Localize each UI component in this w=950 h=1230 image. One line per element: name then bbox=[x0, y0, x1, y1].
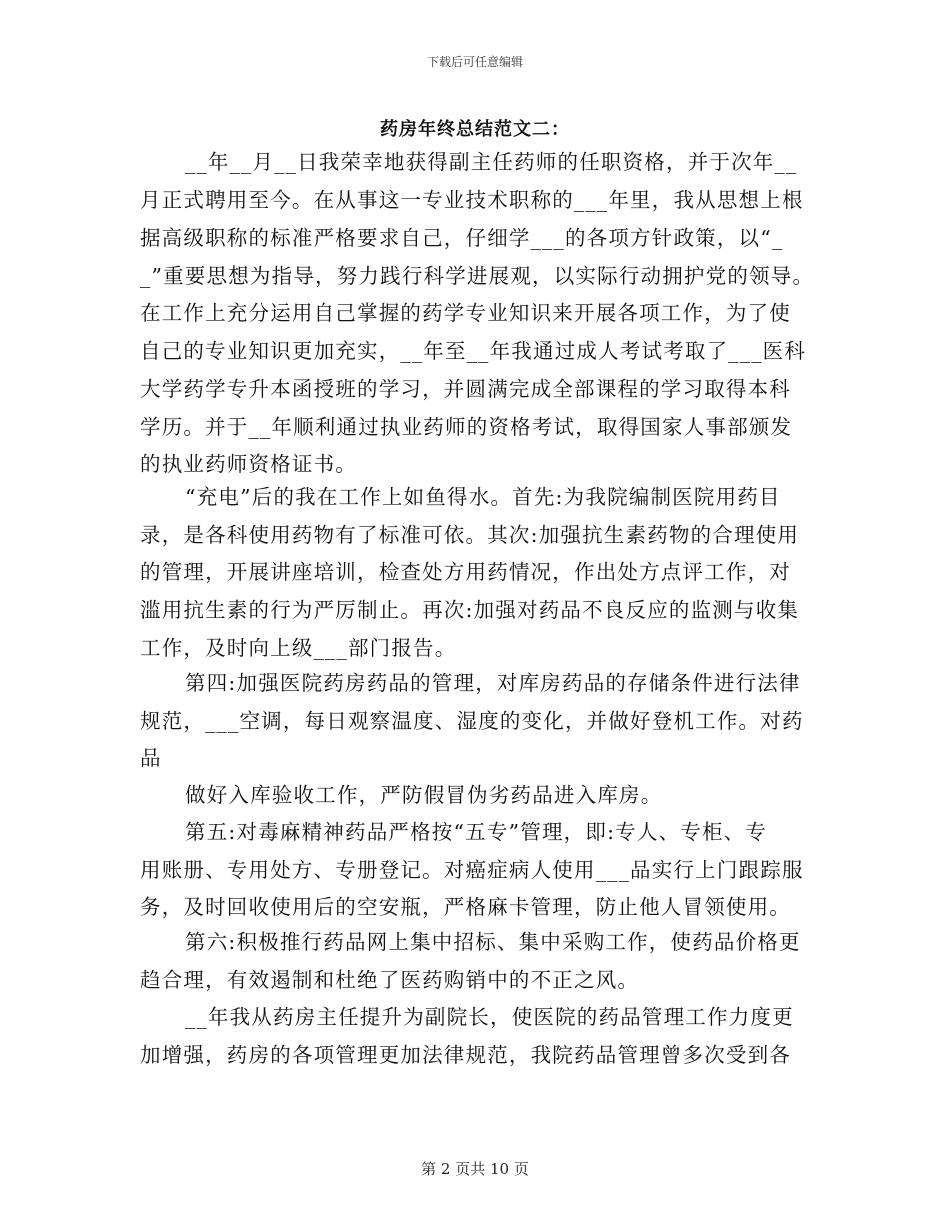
text-line: 规范，___空调，每日观察温度、湿度的变化，并做好登机工作。对药 bbox=[140, 709, 804, 733]
document-title: 药房年终总结范文二： bbox=[380, 119, 570, 140]
text-line: 滥用抗生素的行为严厉制止。再次:加强对药品不良反应的监测与收集 bbox=[140, 598, 800, 622]
text-line: 第五:对毒麻精神药品严格按“五专”管理，即:专人、专柜、专 bbox=[185, 820, 768, 844]
text-line: 的管理，开展讲座培训，检查处方用药情况，作出处方点评工作，对 bbox=[140, 560, 791, 584]
text-line: 月正式聘用至今。在从事这一专业技术职称的___年里，我从思想上根 bbox=[140, 188, 804, 212]
text-line: 学历。并于__年顺利通过执业药师的资格考试，取得国家人事部颁发 bbox=[140, 415, 793, 439]
text-line: 务，及时回收使用后的空安瓶，严格麻卡管理，防止他人冒领使用。 bbox=[140, 895, 791, 919]
text-line: 工作，及时向上级___部门报告。 bbox=[140, 636, 457, 660]
text-line: 自己的专业知识更加充实，__年至__年我通过成人考试考取了___医科 bbox=[140, 339, 807, 363]
page-footer: 第 2 页共 10 页 bbox=[421, 1160, 529, 1178]
text-line: 录，是各科使用药物有了标准可依。其次:加强抗生素药物的合理使用 bbox=[140, 523, 800, 547]
text-line: 大学药学专升本函授班的学习，并圆满完成全部课程的学习取得本科 bbox=[140, 377, 791, 401]
text-line: 品 bbox=[140, 746, 162, 770]
text-line: 的执业药师资格证书。 bbox=[140, 452, 357, 476]
text-line: __年我从药房主任提升为副院长，使医院的药品管理工作力度更 bbox=[185, 1005, 794, 1029]
text-line: 第六:积极推行药品网上集中招标、集中采购工作，使药品价格更 bbox=[185, 930, 801, 954]
text-line: 第四:加强医院药房药品的管理，对库房药品的存储条件进行法律 bbox=[185, 671, 801, 695]
text-line: _”重要思想为指导，努力践行科学进展观，以实际行动拥护党的领导。 bbox=[140, 264, 815, 288]
text-line: 据高级职称的标准严格要求自己，仔细学___的各项方针政策，以“_ bbox=[140, 226, 784, 250]
text-line: 趋合理，有效遏制和杜绝了医药购销中的不正之风。 bbox=[140, 968, 640, 992]
text-line: 用账册、专用处方、专册登记。对癌症病人使用___品实行上门跟踪服 bbox=[140, 858, 804, 882]
text-line: “充电”后的我在工作上如鱼得水。首先:为我院编制医院用药目 bbox=[185, 485, 781, 509]
text-line: 加增强，药房的各项管理更加法律规范，我院药品管理曾多次受到各 bbox=[140, 1043, 791, 1067]
text-line: 在工作上充分运用自己掌握的药学专业知识来开展各项工作，为了使 bbox=[140, 301, 791, 325]
page-header: 下载后可任意编辑 bbox=[426, 55, 523, 69]
text-line: 做好入库验收工作，严防假冒伪劣药品进入库房。 bbox=[185, 783, 663, 807]
text-line: __年__月__日我荣幸地获得副主任药师的任职资格，并于次年__ bbox=[185, 150, 798, 174]
